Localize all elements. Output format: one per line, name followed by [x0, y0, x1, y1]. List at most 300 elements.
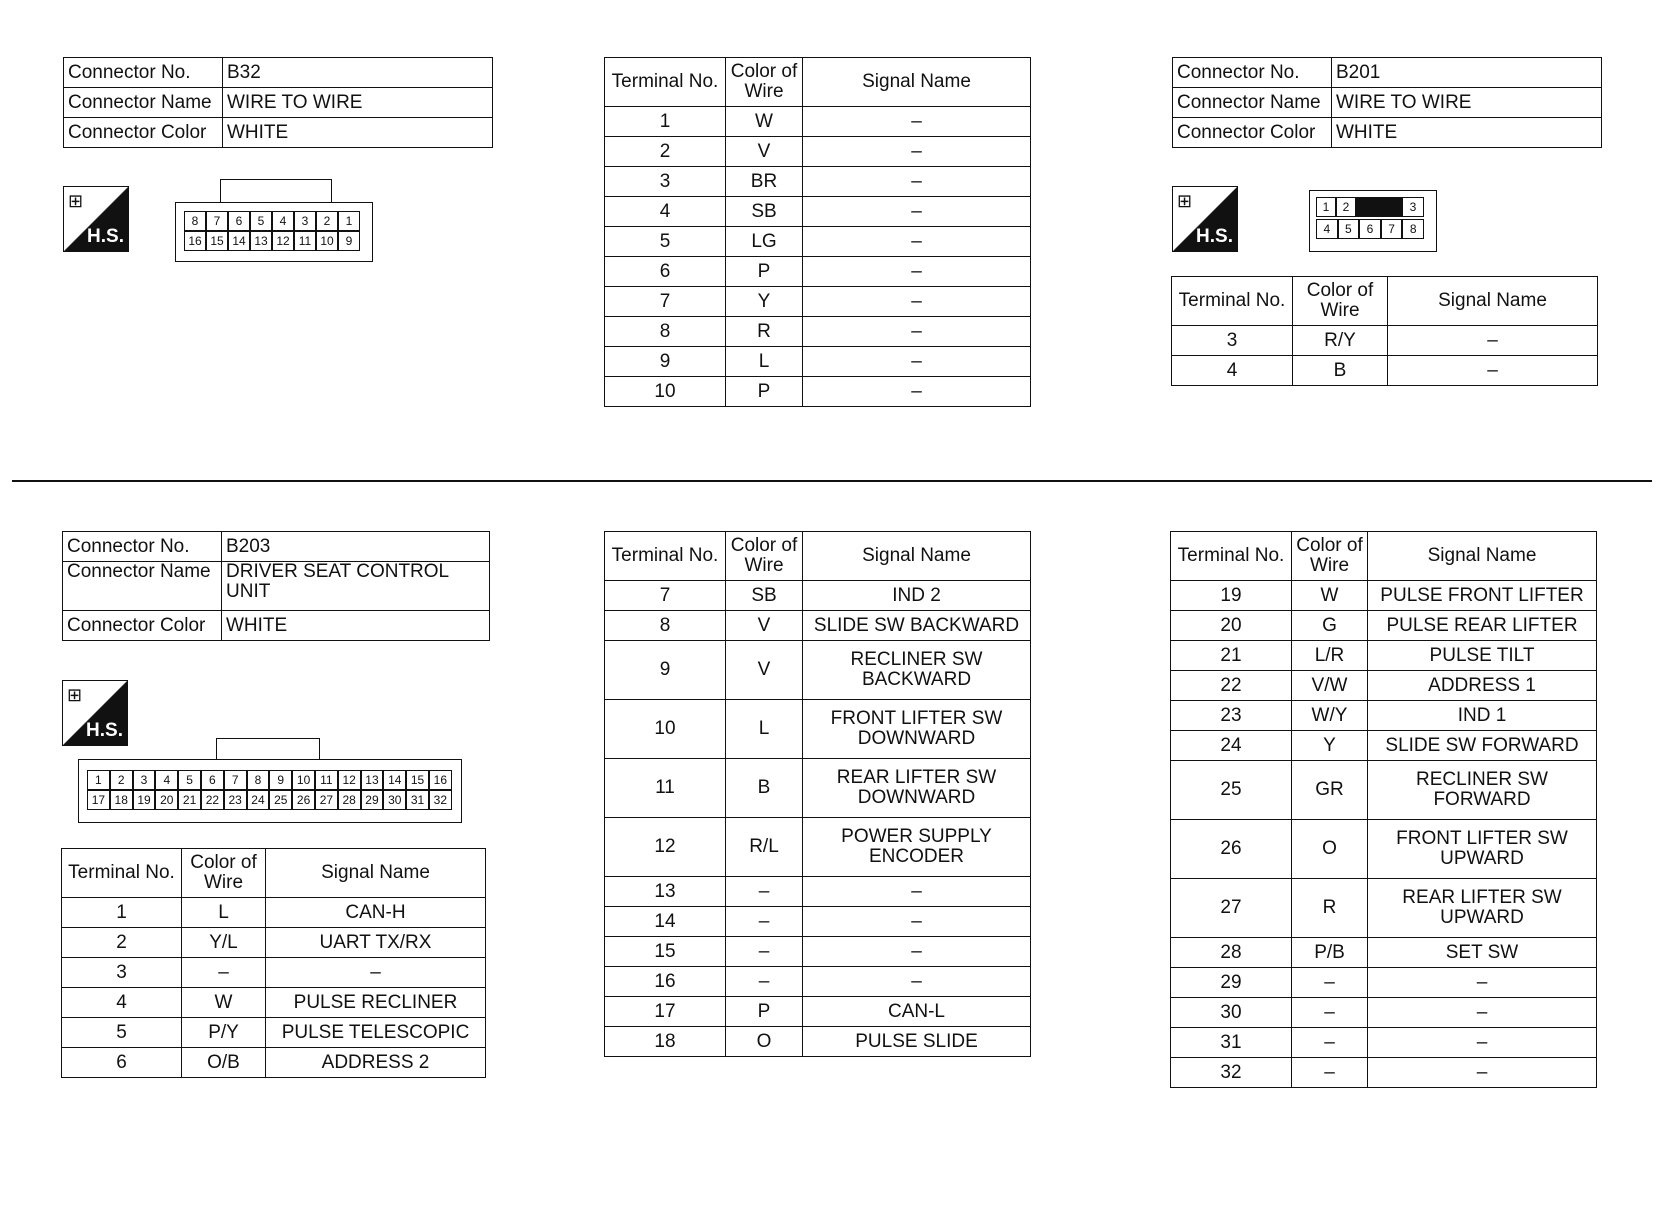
table-row	[1171, 611, 1597, 641]
info-value: WHITE	[223, 118, 493, 148]
connector-pin: 16	[429, 770, 452, 790]
info-key: Connector Color	[64, 118, 223, 148]
info-key: Connector Name	[63, 562, 222, 611]
terminal-number: 31	[1171, 1028, 1292, 1058]
b203-terminal-table-a	[61, 848, 486, 1078]
b201-info-table	[1172, 57, 1602, 148]
terminal-number: 22	[1171, 671, 1292, 701]
terminal-number: 23	[1171, 701, 1292, 731]
signal-name: REAR LIFTER SW UPWARD	[1368, 879, 1597, 938]
info-value: WHITE	[222, 611, 490, 641]
b203-connector-latch	[216, 738, 320, 761]
header-terminal: Terminal No.	[605, 58, 726, 107]
connector-pin: 1	[87, 770, 110, 790]
header-terminal: Terminal No.	[605, 532, 726, 581]
terminal-number: 1	[62, 898, 182, 928]
b203-connector-face	[78, 759, 462, 823]
table-row	[605, 700, 1031, 759]
connector-pin: 14	[383, 770, 406, 790]
wire-color: W	[726, 107, 803, 137]
table-header-row	[605, 58, 1031, 107]
wire-color: V	[726, 137, 803, 167]
table-row	[1171, 671, 1597, 701]
wire-color: P	[726, 257, 803, 287]
info-value: WIRE TO WIRE	[223, 88, 493, 118]
hs-label: H.S.	[86, 720, 123, 741]
connector-pin: 13	[250, 231, 272, 251]
connector-pin: 5	[178, 770, 201, 790]
table-row	[605, 997, 1031, 1027]
info-value: B32	[223, 58, 493, 88]
wire-color: SB	[726, 581, 803, 611]
header-terminal: Terminal No.	[1171, 532, 1292, 581]
hs-badge-icon	[1172, 186, 1238, 252]
connector-pin: 18	[110, 790, 133, 810]
wire-color: L	[182, 898, 266, 928]
connector-pin: 5	[1338, 219, 1360, 239]
info-key: Connector Name	[1173, 88, 1332, 118]
terminal-number: 12	[605, 818, 726, 877]
signal-name: –	[1388, 326, 1598, 356]
wire-color: P	[726, 377, 803, 407]
info-value: DRIVER SEAT CONTROL UNIT	[222, 562, 490, 611]
signal-name: SLIDE SW BACKWARD	[803, 611, 1031, 641]
b203-pin-grid	[87, 770, 452, 810]
terminal-number: 28	[1171, 938, 1292, 968]
signal-name: –	[803, 937, 1031, 967]
wire-color: –	[1292, 998, 1368, 1028]
table-row	[1171, 731, 1597, 761]
terminal-number: 9	[605, 641, 726, 700]
table-row	[605, 967, 1031, 997]
b32-connector-latch	[220, 179, 332, 204]
terminal-number: 25	[1171, 761, 1292, 820]
info-key: Connector No.	[64, 58, 223, 88]
connector-icon: ⊞	[68, 191, 84, 211]
connector-icon: ⊞	[67, 685, 83, 705]
terminal-number: 8	[605, 611, 726, 641]
connector-pin: 29	[361, 790, 384, 810]
terminal-number: 27	[1171, 879, 1292, 938]
signal-name: –	[803, 967, 1031, 997]
table-row	[1171, 820, 1597, 879]
info-row	[63, 562, 490, 611]
wire-color: V	[726, 641, 803, 700]
connector-pin: 4	[272, 211, 294, 231]
terminal-number: 3	[605, 167, 726, 197]
connector-pin: 6	[1359, 219, 1381, 239]
signal-name: RECLINER SW FORWARD	[1368, 761, 1597, 820]
connector-pin: 28	[338, 790, 361, 810]
table-row	[605, 137, 1031, 167]
signal-name: –	[803, 137, 1031, 167]
table-row	[62, 1048, 486, 1078]
table-row	[62, 988, 486, 1018]
header-signal: Signal Name	[1388, 277, 1598, 326]
wire-color: V	[726, 611, 803, 641]
terminal-number: 1	[605, 107, 726, 137]
table-row	[605, 167, 1031, 197]
signal-name: CAN-L	[803, 997, 1031, 1027]
signal-name: –	[1368, 968, 1597, 998]
terminal-number: 13	[605, 877, 726, 907]
terminal-number: 17	[605, 997, 726, 1027]
signal-name: ADDRESS 2	[266, 1048, 486, 1078]
info-value: WHITE	[1332, 118, 1602, 148]
table-row	[62, 898, 486, 928]
info-row	[1173, 118, 1602, 148]
terminal-number: 2	[62, 928, 182, 958]
signal-name: PULSE SLIDE	[803, 1027, 1031, 1057]
table-row	[605, 257, 1031, 287]
connector-pin: 30	[383, 790, 406, 810]
signal-name: REAR LIFTER SW DOWNWARD	[803, 759, 1031, 818]
connector-pin: 9	[338, 231, 360, 251]
signal-name: –	[1388, 356, 1598, 386]
b201-terminal-table	[1171, 276, 1598, 386]
signal-name: FRONT LIFTER SW UPWARD	[1368, 820, 1597, 879]
terminal-number: 5	[605, 227, 726, 257]
connector-pin: 26	[292, 790, 315, 810]
connector-pin: 1	[338, 211, 360, 231]
terminal-number: 32	[1171, 1058, 1292, 1088]
wire-color: BR	[726, 167, 803, 197]
info-value: B201	[1332, 58, 1602, 88]
header-color: Color of Wire	[726, 58, 803, 107]
signal-name: SET SW	[1368, 938, 1597, 968]
signal-name: CAN-H	[266, 898, 486, 928]
terminal-number: 4	[62, 988, 182, 1018]
info-row	[64, 88, 493, 118]
connector-pin: 8	[247, 770, 270, 790]
connector-pin: 15	[206, 231, 228, 251]
signal-name: PULSE FRONT LIFTER	[1368, 581, 1597, 611]
signal-name: –	[803, 227, 1031, 257]
terminal-number: 3	[1172, 326, 1293, 356]
wire-color: –	[726, 937, 803, 967]
wire-color: –	[726, 907, 803, 937]
wire-color: W/Y	[1292, 701, 1368, 731]
table-row	[605, 641, 1031, 700]
connector-pin: 1	[1316, 197, 1336, 217]
wire-color: B	[726, 759, 803, 818]
connector-pin: 7	[1381, 219, 1403, 239]
wire-color: O/B	[182, 1048, 266, 1078]
table-row	[605, 818, 1031, 877]
connector-pin: 11	[315, 770, 338, 790]
terminal-number: 14	[605, 907, 726, 937]
connector-icon: ⊞	[1177, 191, 1193, 211]
connector-pin: 12	[338, 770, 361, 790]
hs-label: H.S.	[87, 226, 124, 247]
wire-color: B	[1293, 356, 1388, 386]
wire-color: V/W	[1292, 671, 1368, 701]
info-row	[1173, 88, 1602, 118]
connector-pin: 3	[133, 770, 156, 790]
connector-pin: 7	[224, 770, 247, 790]
header-color: Color of Wire	[1292, 532, 1368, 581]
table-row	[1171, 581, 1597, 611]
terminal-number: 5	[62, 1018, 182, 1048]
terminal-number: 24	[1171, 731, 1292, 761]
signal-name: –	[803, 257, 1031, 287]
wire-color: W	[182, 988, 266, 1018]
table-row	[605, 227, 1031, 257]
signal-name: –	[1368, 1028, 1597, 1058]
table-header-row	[62, 849, 486, 898]
terminal-number: 10	[605, 377, 726, 407]
signal-name: PULSE TILT	[1368, 641, 1597, 671]
terminal-number: 11	[605, 759, 726, 818]
wire-color: –	[726, 967, 803, 997]
connector-pin: 23	[224, 790, 247, 810]
table-row	[1171, 1028, 1597, 1058]
b32-connector-face	[175, 202, 373, 262]
wire-color: R	[726, 317, 803, 347]
signal-name: PULSE TELESCOPIC	[266, 1018, 486, 1048]
signal-name: –	[803, 107, 1031, 137]
terminal-number: 7	[605, 581, 726, 611]
connector-pin: 19	[133, 790, 156, 810]
connector-pin: 14	[228, 231, 250, 251]
terminal-number: 6	[62, 1048, 182, 1078]
info-row	[63, 532, 490, 562]
wire-color: SB	[726, 197, 803, 227]
signal-name: –	[266, 958, 486, 988]
connector-pin: 9	[269, 770, 292, 790]
table-row	[605, 877, 1031, 907]
connector-pin: 16	[184, 231, 206, 251]
signal-name: –	[803, 287, 1031, 317]
header-color: Color of Wire	[1293, 277, 1388, 326]
signal-name: RECLINER SW BACKWARD	[803, 641, 1031, 700]
wire-color: Y/L	[182, 928, 266, 958]
signal-name: –	[803, 907, 1031, 937]
info-key: Connector No.	[63, 532, 222, 562]
terminal-number: 18	[605, 1027, 726, 1057]
wire-color: –	[1292, 1058, 1368, 1088]
table-row	[605, 347, 1031, 377]
wire-color: Y	[726, 287, 803, 317]
connector-pin: 22	[201, 790, 224, 810]
signal-name: ADDRESS 1	[1368, 671, 1597, 701]
terminal-number: 21	[1171, 641, 1292, 671]
terminal-number: 4	[605, 197, 726, 227]
info-value: B203	[222, 532, 490, 562]
table-header-row	[1171, 532, 1597, 581]
wire-color: O	[1292, 820, 1368, 879]
table-row	[1171, 761, 1597, 820]
connector-pin: 8	[1402, 219, 1424, 239]
signal-name: –	[1368, 1058, 1597, 1088]
signal-name: –	[803, 877, 1031, 907]
b201-connector-face	[1309, 190, 1437, 252]
b203-terminal-table-c	[1170, 531, 1597, 1088]
connector-pin: 8	[184, 211, 206, 231]
table-row	[1171, 1058, 1597, 1088]
connector-pin: 32	[429, 790, 452, 810]
table-row	[62, 928, 486, 958]
terminal-number: 4	[1172, 356, 1293, 386]
table-row	[1171, 879, 1597, 938]
connector-pin: 3	[1402, 197, 1424, 217]
terminal-number: 20	[1171, 611, 1292, 641]
connector-pin: 4	[1316, 219, 1338, 239]
connector-pin: 21	[178, 790, 201, 810]
wire-color: R/Y	[1293, 326, 1388, 356]
terminal-number: 16	[605, 967, 726, 997]
header-terminal: Terminal No.	[62, 849, 182, 898]
table-row	[605, 759, 1031, 818]
wire-color: Y	[1292, 731, 1368, 761]
connector-pin: 25	[269, 790, 292, 810]
table-row	[605, 937, 1031, 967]
connector-pin: 11	[294, 231, 316, 251]
signal-name: PULSE REAR LIFTER	[1368, 611, 1597, 641]
connector-pin: 12	[272, 231, 294, 251]
terminal-number: 8	[605, 317, 726, 347]
signal-name: IND 1	[1368, 701, 1597, 731]
info-row	[1173, 58, 1602, 88]
wire-color: L	[726, 347, 803, 377]
info-row	[64, 58, 493, 88]
signal-name: FRONT LIFTER SW DOWNWARD	[803, 700, 1031, 759]
wire-color: –	[182, 958, 266, 988]
table-row	[62, 1018, 486, 1048]
connector-pin: 3	[294, 211, 316, 231]
connector-pin: 2	[1336, 197, 1356, 217]
table-row	[605, 611, 1031, 641]
terminal-number: 29	[1171, 968, 1292, 998]
connector-pin: 4	[155, 770, 178, 790]
connector-pin: 24	[247, 790, 270, 810]
table-row	[605, 377, 1031, 407]
terminal-number: 19	[1171, 581, 1292, 611]
wire-color: R	[1292, 879, 1368, 938]
signal-name: SLIDE SW FORWARD	[1368, 731, 1597, 761]
hs-label: H.S.	[1196, 226, 1233, 247]
table-row	[1171, 998, 1597, 1028]
signal-name: UART TX/RX	[266, 928, 486, 958]
terminal-number: 10	[605, 700, 726, 759]
terminal-number: 30	[1171, 998, 1292, 1028]
table-row	[605, 581, 1031, 611]
connector-pin: 20	[155, 790, 178, 810]
blocked-cavity	[1356, 197, 1402, 217]
wire-color: GR	[1292, 761, 1368, 820]
table-header-row	[1172, 277, 1598, 326]
connector-pin: 17	[87, 790, 110, 810]
connector-pin: 10	[316, 231, 338, 251]
info-key: Connector No.	[1173, 58, 1332, 88]
signal-name: –	[803, 317, 1031, 347]
info-key: Connector Name	[64, 88, 223, 118]
table-row	[1171, 701, 1597, 731]
table-row	[1172, 326, 1598, 356]
info-value: WIRE TO WIRE	[1332, 88, 1602, 118]
wire-color: P/Y	[182, 1018, 266, 1048]
signal-name: POWER SUPPLY ENCODER	[803, 818, 1031, 877]
signal-name: –	[803, 347, 1031, 377]
header-signal: Signal Name	[803, 532, 1031, 581]
b32-info-table	[63, 57, 493, 148]
wire-color: O	[726, 1027, 803, 1057]
hs-badge-icon	[62, 680, 128, 746]
connector-pin: 31	[406, 790, 429, 810]
b203-terminal-table-b	[604, 531, 1031, 1057]
wire-color: L	[726, 700, 803, 759]
wire-color: –	[1292, 1028, 1368, 1058]
connector-pin: 2	[110, 770, 133, 790]
table-row	[1171, 968, 1597, 998]
signal-name: –	[803, 167, 1031, 197]
wire-color: W	[1292, 581, 1368, 611]
connector-pin: 6	[201, 770, 224, 790]
signal-name: IND 2	[803, 581, 1031, 611]
connector-pin: 13	[361, 770, 384, 790]
b32-pin-grid	[184, 211, 360, 251]
wire-color: P	[726, 997, 803, 1027]
b203-info-table	[62, 531, 490, 641]
section-divider	[12, 480, 1652, 482]
header-signal: Signal Name	[266, 849, 486, 898]
wire-color: L/R	[1292, 641, 1368, 671]
signal-name: –	[803, 377, 1031, 407]
connector-pin: 7	[206, 211, 228, 231]
b32-terminal-table	[604, 57, 1031, 407]
info-row	[63, 611, 490, 641]
pin-row-top	[1316, 197, 1430, 217]
info-key: Connector Color	[63, 611, 222, 641]
info-key: Connector Color	[1173, 118, 1332, 148]
wire-color: –	[726, 877, 803, 907]
hs-badge-icon	[63, 186, 129, 252]
table-row	[605, 107, 1031, 137]
table-row	[1171, 641, 1597, 671]
b201-pin-grid	[1316, 197, 1430, 239]
pin-row-bottom	[1316, 219, 1430, 239]
table-row	[605, 197, 1031, 227]
wire-color: R/L	[726, 818, 803, 877]
terminal-number: 9	[605, 347, 726, 377]
header-signal: Signal Name	[803, 58, 1031, 107]
connector-pin: 15	[406, 770, 429, 790]
table-row	[1172, 356, 1598, 386]
connector-pin: 27	[315, 790, 338, 810]
signal-name: PULSE RECLINER	[266, 988, 486, 1018]
terminal-number: 3	[62, 958, 182, 988]
header-color: Color of Wire	[726, 532, 803, 581]
table-row	[605, 317, 1031, 347]
table-row	[605, 907, 1031, 937]
connector-pin: 2	[316, 211, 338, 231]
header-color: Color of Wire	[182, 849, 266, 898]
connector-pin: 5	[250, 211, 272, 231]
terminal-number: 6	[605, 257, 726, 287]
signal-name: –	[803, 197, 1031, 227]
table-row	[62, 958, 486, 988]
wire-color: G	[1292, 611, 1368, 641]
terminal-number: 7	[605, 287, 726, 317]
table-row	[605, 287, 1031, 317]
wire-color: P/B	[1292, 938, 1368, 968]
table-row	[605, 1027, 1031, 1057]
connector-pin: 6	[228, 211, 250, 231]
table-header-row	[605, 532, 1031, 581]
terminal-number: 15	[605, 937, 726, 967]
header-terminal: Terminal No.	[1172, 277, 1293, 326]
signal-name: –	[1368, 998, 1597, 1028]
